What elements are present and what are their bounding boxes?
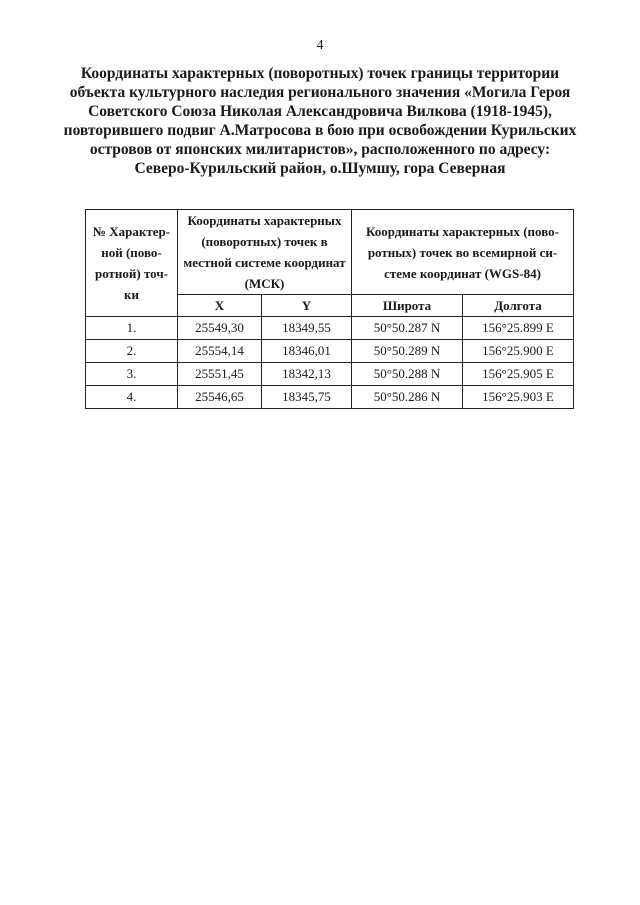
header-y: Y — [262, 295, 352, 317]
header-text: (МСК) — [244, 276, 285, 291]
cell-longitude: 156°25.905 E — [463, 363, 574, 386]
cell-point-number: 4. — [86, 386, 178, 409]
cell-y: 18349,55 — [262, 317, 352, 340]
coordinates-table — [85, 209, 574, 409]
header-point-number — [86, 210, 178, 317]
cell-point-number: 1. — [86, 317, 178, 340]
header-longitude: Долгота — [463, 295, 574, 317]
title-line: Советского Союза Николая Александровича Вилкова (1918-1945), — [88, 103, 552, 120]
cell-y: 18342,13 — [262, 363, 352, 386]
header-text: ротной) точ- — [94, 266, 169, 281]
cell-x: 25554,14 — [178, 340, 262, 363]
cell-point-number: 2. — [86, 340, 178, 363]
cell-latitude: 50°50.288 N — [352, 363, 463, 386]
cell-longitude: 156°25.900 E — [463, 340, 574, 363]
header-text: № Характер- — [92, 224, 171, 239]
cell-longitude: 156°25.903 E — [463, 386, 574, 409]
header-msk-coordinates — [178, 210, 352, 295]
cell-x: 25549,30 — [178, 317, 262, 340]
header-wgs-coordinates — [352, 210, 574, 295]
title-line: Северо-Курильский район, о.Шумшу, гора Северная — [134, 160, 506, 177]
header-text: ки — [124, 287, 139, 302]
title-line: объекта культурного наследия регионального значения «Могила Героя — [69, 84, 571, 101]
cell-x: 25551,45 — [178, 363, 262, 386]
title-line: повторившего подвиг А.Матросова в бою при освобождении Курильских — [63, 122, 577, 139]
cell-x: 25546,65 — [178, 386, 262, 409]
header-x: X — [178, 295, 262, 317]
header-text: местной системе координат — [183, 255, 346, 270]
table-row — [86, 363, 574, 386]
table-row — [86, 317, 574, 340]
cell-latitude: 50°50.289 N — [352, 340, 463, 363]
title-line: Координаты характерных (поворотных) точек границы территории — [80, 65, 560, 82]
cell-latitude: 50°50.287 N — [352, 317, 463, 340]
header-text: (поворотных) точек в — [201, 234, 328, 249]
header-text: ной (пово- — [101, 245, 162, 260]
document-title — [60, 64, 580, 178]
cell-latitude: 50°50.286 N — [352, 386, 463, 409]
header-text: Координаты характерных — [187, 213, 342, 228]
table-row — [86, 386, 574, 409]
cell-y: 18345,75 — [262, 386, 352, 409]
cell-y: 18346,01 — [262, 340, 352, 363]
header-text: ротных) точек во всемирной си- — [367, 244, 558, 260]
cell-longitude: 156°25.899 E — [463, 317, 574, 340]
title-line: островов от японских милитаристов», расположенного по адресу: — [89, 141, 551, 158]
cell-point-number: 3. — [86, 363, 178, 386]
header-text: Координаты характерных (пово- — [366, 223, 559, 239]
table-row — [86, 340, 574, 363]
header-latitude: Широта — [352, 295, 463, 317]
page-number: 4 — [316, 38, 324, 53]
header-text: стеме координат (WGS-84) — [384, 265, 541, 281]
